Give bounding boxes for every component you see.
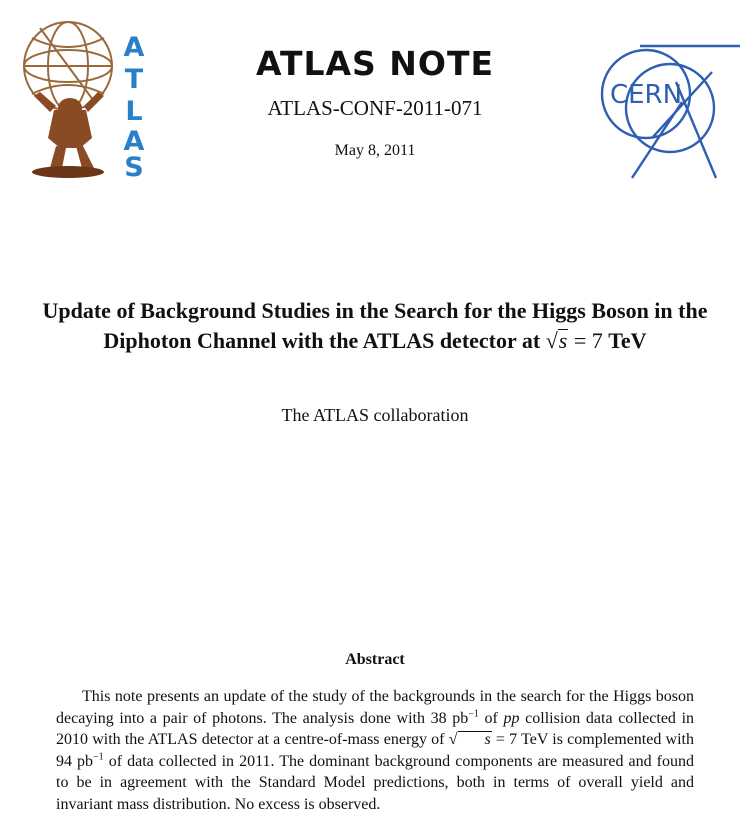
svg-text:A: A xyxy=(123,126,145,157)
conf-id: ATLAS-CONF-2011-071 xyxy=(267,96,483,120)
atlas-logo xyxy=(10,8,155,180)
atlas-logo-graphic xyxy=(10,8,155,180)
date: May 8, 2011 xyxy=(334,142,416,159)
abstract-body: This note presents an update of the study of the backgrounds in the search for the Higgs boson decaying into a pair of photons. The analysis done with 38 $pb^{-1}$ of pp collision data collected in 2010 with the ATLAS detector at a centre-of-mass energy of √ s = 7 TeV is complemented with 94 $pb^{-1}$ of data collected in 2011. The dominant background components are measured and found to be in agreement with the Standard Model predictions, both in terms of overall yield and invariant mass distribution. No excess is observed. xyxy=(56,688,695,813)
abstract-heading: Abstract xyxy=(345,651,405,668)
cern-text: CERN xyxy=(609,80,683,110)
cern-logo-graphic xyxy=(596,42,740,182)
note-label: ATLAS NOTE xyxy=(255,44,495,83)
atlas-letter: A xyxy=(123,32,145,63)
title-line-2: Diphoton Channel with the ATLAS detector at √s = 7 TeV xyxy=(103,328,647,353)
cern-logo xyxy=(596,42,740,182)
svg-text:S: S xyxy=(124,152,144,180)
paper-title xyxy=(20,296,730,356)
svg-text:T: T xyxy=(124,64,144,95)
svg-text:L: L xyxy=(125,96,143,127)
title-line-1: Update of Background Studies in the Search for the Higgs Boson in the xyxy=(42,298,708,323)
collaboration: The ATLAS collaboration xyxy=(281,405,469,425)
